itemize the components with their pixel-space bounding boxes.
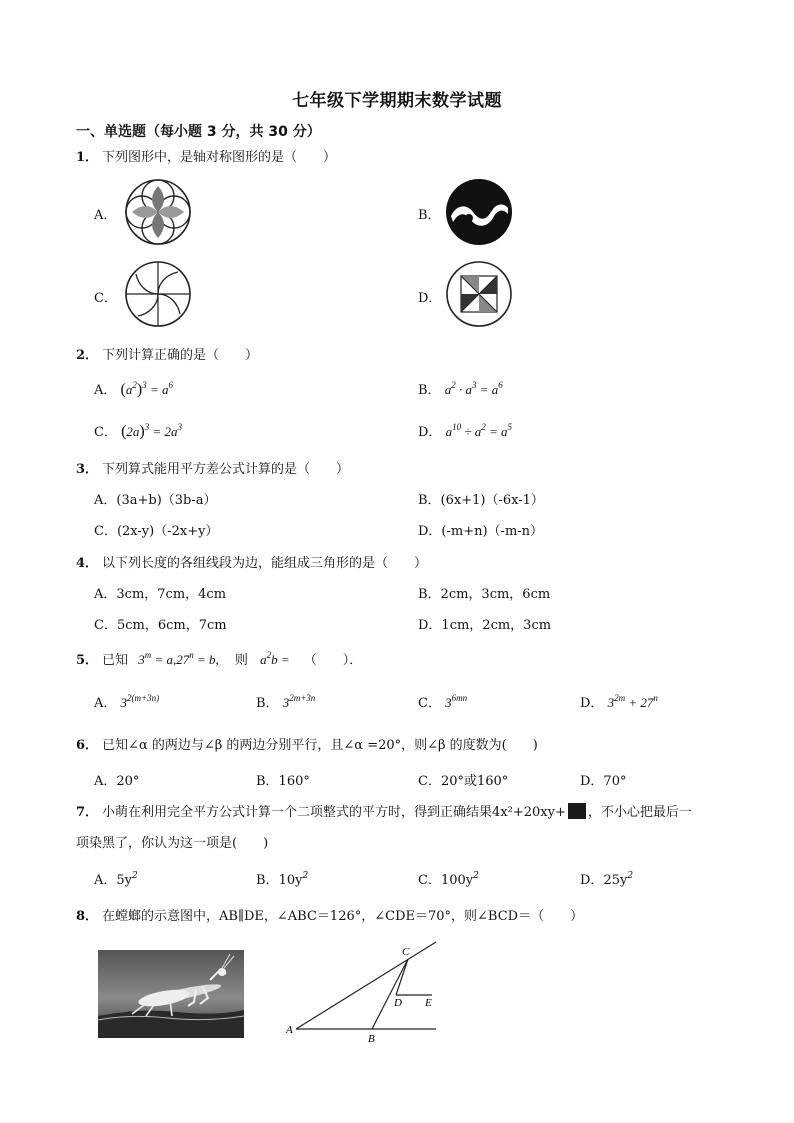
option-label: D． (580, 873, 604, 888)
question-text: 下列算式能用平方差公式计算的是（ ） (102, 462, 350, 477)
option-label: D． (418, 425, 442, 440)
option-d-label: D． (418, 291, 442, 306)
question-text: 下列图形中，是轴对称图形的是（ ） (102, 150, 337, 165)
formula: $a^{10} \div a^2 = a^5$ (445, 422, 512, 439)
given-formula: $3^m = a,27^n = b$, (138, 650, 219, 667)
option-a: A．3cm，7cm，4cm (94, 587, 227, 602)
option-c (418, 869, 479, 888)
question-2 (76, 344, 258, 363)
option-c: C．(2x-y)（-2x+y） (94, 524, 219, 539)
option-a: A．20° (94, 774, 140, 789)
formula: $(2a)^3 = 2a^3$ (121, 422, 183, 440)
answer-blank: （ ）． (303, 653, 363, 668)
option-d: D．1cm，2cm，3cm (418, 618, 552, 633)
line-ac (296, 942, 436, 1029)
page-title: 七年级下学期期末数学试题 (292, 91, 502, 111)
exponent: 2 (627, 871, 634, 881)
geometry-diagram (282, 938, 442, 1048)
target-formula: $a^2b$ = (260, 650, 290, 667)
question-6 (76, 734, 538, 753)
section-heading: 一、单选题（每小题 3 分，共 30 分） (76, 124, 321, 140)
option-label: B． (256, 873, 279, 888)
option-b: B．2cm，3cm，6cm (418, 587, 551, 602)
then-word: 则 (234, 653, 248, 668)
option-label: A． (94, 873, 117, 888)
line-bc (372, 959, 408, 1029)
option-b (256, 692, 315, 711)
option-c: C．20°或160° (418, 774, 509, 789)
question-number: 6． (76, 738, 99, 753)
pinwheel-circle-figure (445, 260, 513, 328)
option-value: 10y (278, 873, 303, 888)
question-7 (76, 801, 692, 820)
option-c-label: C． (94, 291, 117, 306)
question-3 (76, 458, 349, 477)
question-text-cont: ，不小心把最后一 (587, 805, 692, 820)
question-number: 8． (76, 909, 99, 924)
exponent: 2 (132, 871, 138, 881)
option-c: C．5cm，6cm，7cm (94, 618, 227, 633)
option-a-label: A． (94, 208, 117, 223)
question-8 (76, 905, 583, 924)
option-b: B．160° (256, 774, 310, 789)
option-b (418, 379, 503, 398)
option-b (256, 869, 308, 888)
question-text: 以下列长度的各组线段为边，能组成三角形的是（ ） (102, 556, 428, 571)
question-text: 已知 (102, 653, 129, 668)
question-number: 5． (76, 653, 99, 668)
question-text: 在螳螂的示意图中，AB∥DE，∠ABC＝126°，∠CDE＝70°，则∠BCD＝（ ） (102, 909, 584, 924)
option-a (94, 869, 138, 888)
option-d (580, 692, 658, 711)
option-c (418, 692, 467, 711)
formula: $a^2 \cdot a^3 = a^6$ (444, 380, 503, 397)
option-label: B． (418, 383, 441, 398)
option-label: C． (418, 696, 441, 711)
question-7-line2: 项染黑了，你认为这一项是( ) (76, 836, 269, 851)
label-b: B (368, 1033, 375, 1045)
option-value: 100y (440, 873, 474, 888)
exponent: 2 (302, 871, 309, 881)
option-label: C． (418, 873, 441, 888)
option-label: B． (256, 696, 279, 711)
label-c: C (402, 946, 410, 958)
option-label: C． (94, 425, 117, 440)
line-cd (396, 959, 408, 995)
formula: $3^{2m} + 27^n$ (607, 693, 658, 710)
question-4 (76, 552, 427, 571)
option-value: 5y (116, 873, 133, 888)
option-b: B．(6x+1)（-6x-1） (418, 493, 544, 508)
question-number: 1． (76, 150, 99, 165)
question-number: 4． (76, 556, 99, 571)
option-b-label: B． (418, 208, 441, 223)
question-text: 已知∠α 的两边与∠β 的两边分别平行，且∠α =20°，则∠β 的度数为( ) (102, 738, 538, 753)
option-d: D．(-m+n)（-m-n） (418, 524, 544, 539)
question-5 (76, 649, 362, 668)
question-1 (76, 146, 336, 165)
label-d: D (394, 997, 402, 1009)
option-c (94, 421, 182, 441)
option-label: A． (94, 696, 117, 711)
formula: $3^{2m+3n}$ (282, 693, 316, 710)
question-text: 下列计算正确的是（ ） (102, 348, 259, 363)
option-label: D． (580, 696, 604, 711)
option-a: A．(3a+b)（3b-a） (94, 493, 217, 508)
question-number: 2． (76, 348, 99, 363)
mantis-photo (98, 950, 244, 1038)
question-text: 小萌在利用完全平方公式计算一个二项整式的平方时，得到正确结果4x²+20xy+ (102, 805, 566, 820)
swirl-circle-figure (124, 260, 192, 328)
blacked-out-term (568, 803, 586, 819)
question-number: 3． (76, 462, 99, 477)
formula: $3^{6mn}$ (445, 693, 468, 710)
formula: $3^{2(m+3n)}$ (120, 693, 160, 710)
label-e: E (425, 997, 432, 1009)
option-a (94, 692, 159, 711)
option-d (418, 421, 512, 440)
option-d: D．70° (580, 774, 627, 789)
wave-circle-figure (445, 178, 513, 246)
option-d (580, 869, 633, 888)
flower-circle-figure (124, 178, 192, 246)
question-number: 7． (76, 805, 99, 820)
option-a (94, 379, 173, 399)
option-value: 25y (603, 873, 628, 888)
formula: $(a^2)^3 = a^6$ (120, 380, 173, 398)
option-label: A． (94, 383, 117, 398)
label-a: A (286, 1024, 293, 1036)
exponent: 2 (473, 871, 479, 881)
